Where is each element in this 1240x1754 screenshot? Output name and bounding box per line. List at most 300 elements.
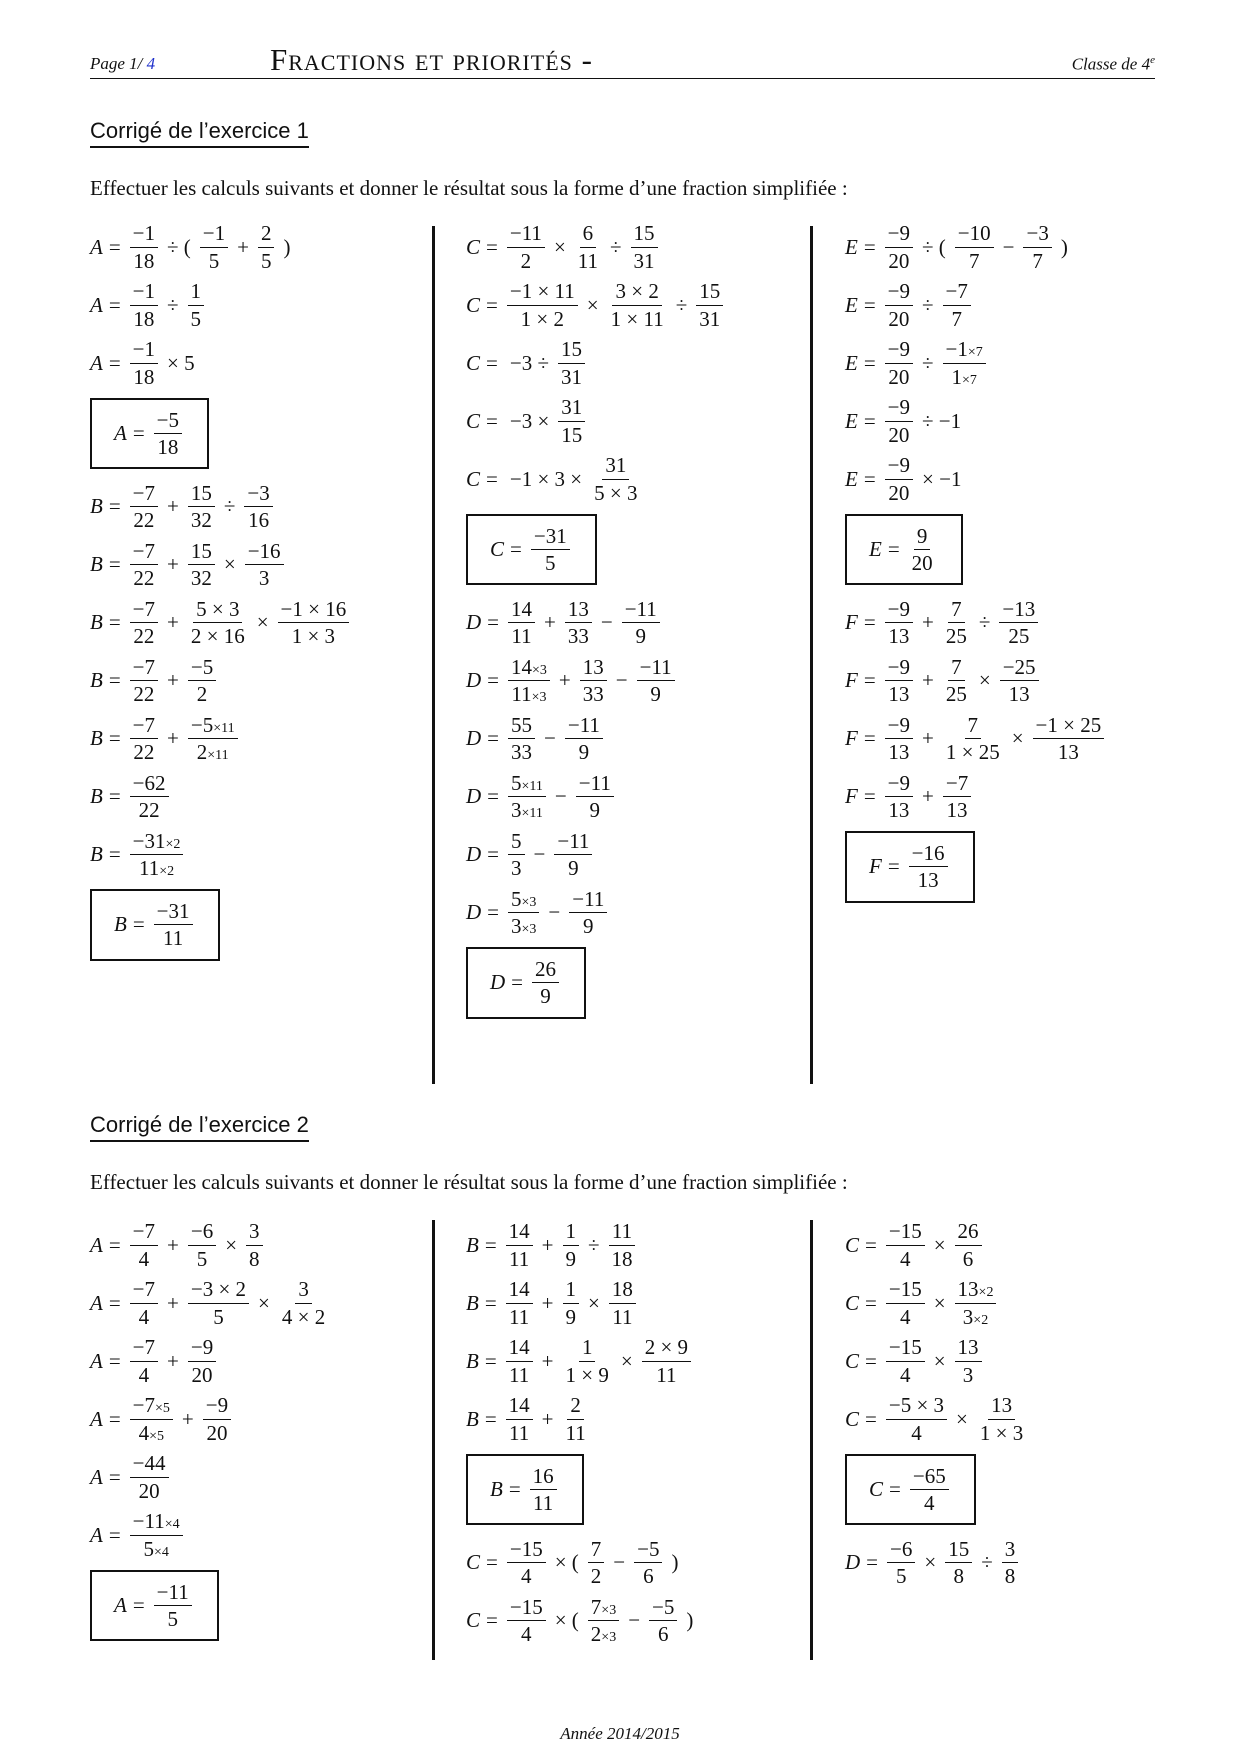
fraction	[945, 1537, 972, 1588]
operator: ×	[225, 1232, 238, 1257]
operator: ÷ (	[922, 234, 946, 259]
denominator: 18	[133, 248, 155, 273]
variable-name: D	[490, 970, 506, 995]
equals-sign: =	[484, 1406, 497, 1431]
numerator: −16	[245, 539, 284, 565]
operator: ÷	[978, 609, 991, 634]
page-header	[90, 44, 1155, 79]
denominator: 33	[582, 681, 604, 706]
denominator: 2×11	[196, 739, 229, 764]
equation-line	[845, 1332, 1029, 1390]
denominator: 1 × 25	[945, 739, 1000, 764]
numerator: 5	[508, 829, 525, 855]
fraction	[532, 957, 559, 1008]
numerator: 15	[188, 539, 215, 565]
equation-line	[466, 1390, 699, 1448]
page-number: Page 1/ 4	[90, 54, 156, 73]
operator: × (	[554, 1607, 579, 1632]
denominator: 3×11	[511, 797, 543, 822]
denominator: 13	[1008, 681, 1030, 706]
numerator: −31×2	[130, 829, 184, 855]
numerator: 18	[609, 1277, 636, 1303]
variable-name: F	[869, 854, 882, 879]
denominator: 3	[511, 855, 522, 880]
fraction	[943, 337, 986, 388]
variable-name: A	[114, 421, 127, 446]
operator: ÷	[675, 292, 688, 317]
numerator: −3 × 2	[188, 1277, 249, 1303]
equals-sign: =	[510, 537, 522, 562]
denominator: 20	[888, 306, 910, 331]
page-total-link[interactable]: 4	[146, 54, 156, 73]
fraction	[608, 279, 667, 330]
numerator: −11	[637, 655, 675, 681]
result-box	[845, 514, 963, 585]
operator: ÷	[922, 350, 934, 375]
exercise-1-instruction: Effectuer les calculs suivants et donner le résultat sous la forme d’une fraction simplifiée :	[90, 176, 848, 200]
operator: −	[600, 609, 613, 634]
numerator: −5	[188, 655, 216, 681]
numerator: −65	[910, 1464, 949, 1490]
equation-line	[90, 825, 352, 883]
numerator: −5	[634, 1537, 662, 1563]
numerator: −7	[130, 1335, 158, 1361]
variable-name: B	[90, 725, 103, 750]
equals-sign: =	[887, 854, 900, 879]
numerator: −9	[885, 453, 913, 479]
denominator: 5 × 3	[594, 480, 638, 505]
exercise-2-column-1	[90, 1216, 331, 1649]
numerator: −15	[507, 1595, 546, 1621]
denominator: 9	[565, 1304, 577, 1329]
fraction	[622, 597, 660, 648]
equation-line	[90, 1390, 331, 1448]
denominator: 31	[633, 248, 655, 273]
denominator: 4	[900, 1304, 911, 1329]
variable-name: E	[869, 537, 882, 562]
numerator: −9	[885, 655, 913, 681]
fraction	[885, 655, 913, 706]
fraction	[188, 1277, 249, 1328]
numerator: 31	[558, 395, 585, 421]
denominator: 1 × 3	[979, 1420, 1024, 1445]
numerator: 7	[948, 655, 965, 681]
denominator: 11	[577, 248, 599, 273]
variable-name: C	[466, 350, 481, 375]
operator: +	[167, 551, 179, 576]
fraction	[563, 1393, 589, 1444]
numerator: −5×11	[188, 713, 238, 739]
denominator: 5	[190, 306, 202, 331]
fraction	[258, 221, 275, 272]
equation-line	[845, 276, 1107, 334]
numerator: 13×2	[955, 1277, 997, 1303]
variable-name: E	[845, 466, 858, 491]
denominator: 22	[133, 681, 155, 706]
operator: +	[922, 609, 934, 634]
denominator: 20	[888, 422, 910, 447]
operator: +	[541, 1348, 554, 1373]
fraction	[245, 539, 284, 590]
fraction	[642, 1335, 691, 1386]
fraction	[531, 524, 570, 575]
denominator: 20	[888, 480, 910, 505]
fraction	[507, 221, 545, 272]
operator: ÷	[223, 493, 236, 518]
variable-name: C	[490, 537, 505, 562]
equation-line	[845, 1216, 1029, 1274]
equation-line	[845, 1448, 1029, 1533]
denominator: 9	[540, 984, 551, 1009]
variable-name: C	[466, 408, 481, 433]
fraction	[563, 1277, 580, 1328]
numerator: −7	[130, 1277, 158, 1303]
numerator: 7	[588, 1537, 605, 1563]
denominator: 4	[138, 1246, 150, 1271]
fraction	[943, 713, 1003, 764]
equals-sign: =	[486, 234, 498, 259]
numerator: −31	[154, 899, 193, 925]
numerator: 14	[508, 597, 535, 623]
numerator: −62	[130, 771, 169, 797]
numerator: 2 × 9	[642, 1335, 691, 1361]
operator: +	[167, 609, 179, 634]
numerator: −1 × 16	[278, 597, 350, 623]
denominator: 18	[611, 1246, 633, 1271]
numerator: −7	[130, 597, 158, 623]
fraction	[130, 1451, 169, 1502]
fraction	[909, 841, 948, 892]
equals-sign: =	[863, 292, 876, 317]
fraction	[507, 279, 578, 330]
result-box	[845, 1454, 976, 1525]
equals-sign: =	[863, 408, 876, 433]
denominator: 11	[509, 1420, 530, 1445]
variable-name: A	[90, 1522, 103, 1547]
denominator: 7	[1032, 248, 1043, 273]
variable-name: A	[90, 1464, 103, 1489]
operator: +	[922, 667, 934, 692]
equation-line	[466, 941, 726, 1026]
footer-year: Année 2014/2015	[560, 1724, 680, 1743]
denominator: 11	[509, 1304, 530, 1329]
exercise-2-title: Corrigé de l’exercice 2	[90, 1112, 309, 1142]
denominator: 5×4	[143, 1536, 169, 1561]
fraction	[203, 1393, 231, 1444]
numerator: −25	[1000, 655, 1039, 681]
variable-name: D	[466, 609, 482, 634]
equation-line	[90, 276, 352, 334]
equals-sign: =	[487, 609, 500, 634]
numerator: −6	[887, 1537, 915, 1563]
numerator: −11	[565, 713, 603, 739]
denominator: 1 × 2	[520, 306, 564, 331]
page-title: Fractions et priorités -	[270, 42, 593, 77]
exercise-1-title: Corrigé de l’exercice 1	[90, 118, 309, 148]
exercise-2-column-3	[845, 1216, 1029, 1591]
equation-line	[90, 1448, 331, 1506]
numerator: −11	[569, 887, 607, 913]
equals-sign: =	[108, 667, 121, 692]
numerator: 6	[580, 221, 597, 247]
denominator: 13	[888, 797, 910, 822]
equation-line	[466, 392, 726, 450]
fraction	[506, 1335, 533, 1386]
fraction	[575, 221, 601, 272]
denominator: 7	[968, 248, 980, 273]
operator: +	[167, 725, 179, 750]
equation-line	[90, 593, 352, 651]
equals-sign: =	[487, 899, 500, 924]
equals-sign: =	[487, 783, 500, 808]
numerator: −9	[188, 1335, 216, 1361]
equation-line	[90, 1332, 331, 1390]
numerator: 16	[530, 1464, 557, 1490]
denominator: 22	[133, 623, 155, 648]
equals-sign: =	[863, 234, 876, 259]
equation-line	[90, 709, 352, 767]
denominator: 5	[213, 1304, 224, 1329]
numerator: −7	[130, 539, 158, 565]
equals-sign: =	[865, 1406, 877, 1431]
denominator: 31	[699, 306, 721, 331]
equation-line	[466, 1332, 699, 1390]
fraction	[130, 1219, 158, 1270]
numerator: 26	[532, 957, 559, 983]
denominator: 9	[650, 681, 661, 706]
equals-sign: =	[863, 783, 876, 808]
result-box	[845, 831, 975, 902]
denominator: 11	[533, 1491, 554, 1516]
fraction	[188, 1219, 216, 1270]
equation-line	[845, 334, 1107, 392]
equation-line	[845, 593, 1107, 651]
fraction	[576, 771, 614, 822]
denominator: 1 × 9	[565, 1362, 609, 1387]
fraction	[506, 1277, 533, 1328]
denominator: 11	[162, 926, 184, 951]
numerator: −9	[885, 395, 913, 421]
equals-sign: =	[487, 667, 500, 692]
numerator: 3 × 2	[612, 279, 661, 305]
fraction	[609, 1219, 636, 1270]
variable-name: B	[114, 912, 127, 937]
equation-line	[466, 1533, 699, 1591]
equals-sign: =	[511, 970, 524, 995]
numerator: −31	[531, 524, 570, 550]
variable-name: B	[466, 1290, 479, 1315]
fraction	[563, 1335, 612, 1386]
fraction	[955, 1277, 997, 1328]
denominator: 11×2	[138, 855, 175, 880]
denominator: 6	[643, 1563, 654, 1588]
equals-sign: =	[108, 551, 121, 576]
operator: −3 ÷	[509, 350, 549, 375]
numerator: 55	[508, 713, 535, 739]
fraction	[188, 481, 215, 532]
denominator: 9	[583, 913, 594, 938]
operator: ×	[588, 1290, 600, 1315]
denominator: 1 × 3	[291, 623, 336, 648]
operator: )	[686, 1607, 694, 1632]
fraction	[508, 771, 546, 822]
equation-line	[466, 1274, 699, 1332]
denominator: 6	[962, 1246, 974, 1271]
operator: −	[554, 783, 567, 808]
equation-line	[845, 1390, 1029, 1448]
operator: +	[167, 667, 179, 692]
equals-sign: =	[108, 783, 121, 808]
denominator: 20	[888, 248, 910, 273]
fraction	[943, 279, 971, 330]
fraction	[591, 453, 640, 504]
variable-name: C	[466, 292, 481, 317]
denominator: 3	[962, 1362, 974, 1387]
fraction	[154, 899, 193, 950]
fraction	[943, 771, 971, 822]
numerator: −7	[943, 279, 971, 305]
variable-name: B	[90, 841, 103, 866]
operator: +	[181, 1406, 194, 1431]
numerator: 5 × 3	[193, 597, 242, 623]
fraction	[188, 713, 238, 764]
fraction	[554, 829, 592, 880]
operator: +	[541, 1232, 554, 1257]
equals-sign: =	[863, 466, 876, 491]
numerator: 5×3	[508, 887, 539, 913]
fraction	[130, 481, 158, 532]
fraction	[563, 1219, 580, 1270]
operator: ×	[620, 1348, 633, 1373]
fraction	[885, 337, 913, 388]
equals-sign: =	[486, 1549, 498, 1574]
numerator: 11	[609, 1219, 635, 1245]
fraction	[244, 481, 272, 532]
exercise-2-column-2	[466, 1216, 699, 1649]
denominator: 32	[190, 507, 212, 532]
equals-sign: =	[863, 725, 876, 750]
denominator: 18	[133, 364, 155, 389]
fraction	[588, 1537, 605, 1588]
numerator: 14	[506, 1335, 533, 1361]
operator: ÷	[981, 1549, 993, 1574]
numerator: 3	[295, 1277, 312, 1303]
denominator: 5	[260, 248, 272, 273]
variable-name: D	[466, 725, 482, 750]
result-box	[466, 1454, 584, 1525]
denominator: 13	[946, 797, 968, 822]
fraction	[130, 829, 184, 880]
operator: × 5	[167, 350, 195, 375]
variable-name: A	[114, 1593, 127, 1618]
numerator: −15	[886, 1277, 925, 1303]
fraction	[565, 597, 592, 648]
denominator: 3	[258, 565, 270, 590]
variable-name: B	[90, 551, 103, 576]
fraction	[885, 771, 913, 822]
result-box	[90, 398, 209, 469]
numerator: −11	[507, 221, 545, 247]
denominator: 13	[1057, 739, 1079, 764]
denominator: 7	[951, 306, 962, 331]
denominator: 5	[545, 551, 556, 576]
numerator: −7	[130, 481, 158, 507]
denominator: 22	[138, 797, 160, 822]
numerator: −3	[1023, 221, 1051, 247]
equation-line	[90, 535, 352, 593]
denominator: 11	[612, 1304, 633, 1329]
fraction	[130, 597, 158, 648]
denominator: 13	[888, 739, 910, 764]
fraction	[130, 539, 158, 590]
variable-name: F	[845, 667, 858, 692]
variable-name: C	[845, 1290, 860, 1315]
variable-name: C	[466, 1549, 481, 1574]
variable-name: F	[845, 783, 858, 808]
denominator: 4	[521, 1621, 532, 1646]
equals-sign: =	[863, 609, 876, 634]
equals-sign: =	[863, 350, 876, 375]
fraction	[609, 1277, 636, 1328]
variable-name: C	[466, 234, 481, 259]
variable-name: C	[845, 1406, 860, 1431]
fraction	[696, 279, 723, 330]
numerator: 13	[955, 1335, 982, 1361]
variable-name: E	[845, 292, 858, 317]
exercise-2-instruction: Effectuer les calculs suivants et donner le résultat sous la forme d’une fraction simplifiée :	[90, 1170, 848, 1194]
operator: ×	[1011, 725, 1024, 750]
equals-sign: =	[508, 1477, 521, 1502]
equation-line	[466, 593, 726, 651]
fraction	[943, 655, 970, 706]
numerator: −7	[130, 655, 158, 681]
fraction	[637, 655, 675, 706]
numerator: −5 × 3	[886, 1393, 947, 1419]
variable-name: E	[845, 234, 858, 259]
equals-sign: =	[108, 1522, 121, 1547]
equals-sign: =	[108, 234, 121, 259]
equals-sign: =	[108, 1406, 121, 1431]
fraction	[130, 1509, 183, 1560]
operator: )	[283, 234, 291, 259]
numerator: 31	[602, 453, 629, 479]
equation-line	[466, 1216, 699, 1274]
variable-name: D	[466, 899, 482, 924]
fraction	[909, 524, 936, 575]
column-divider	[810, 226, 813, 1084]
equals-sign: =	[108, 1348, 121, 1373]
numerator: 2	[258, 221, 275, 247]
fraction	[558, 337, 585, 388]
denominator: 8	[1004, 1563, 1016, 1588]
operator: +	[541, 1290, 554, 1315]
fraction	[188, 655, 216, 706]
denominator: 20	[888, 364, 910, 389]
fraction	[885, 279, 913, 330]
equation-line	[466, 883, 726, 941]
denominator: 9	[635, 623, 646, 648]
denominator: 25	[1008, 623, 1030, 648]
numerator: 2	[567, 1393, 584, 1419]
denominator: 5	[895, 1563, 907, 1588]
numerator: 7	[965, 713, 982, 739]
variable-name: E	[845, 408, 858, 433]
fraction	[508, 597, 535, 648]
denominator: 2	[196, 681, 208, 706]
variable-name: C	[466, 1607, 481, 1632]
operator: ×	[978, 667, 991, 692]
equation-line	[466, 825, 726, 883]
